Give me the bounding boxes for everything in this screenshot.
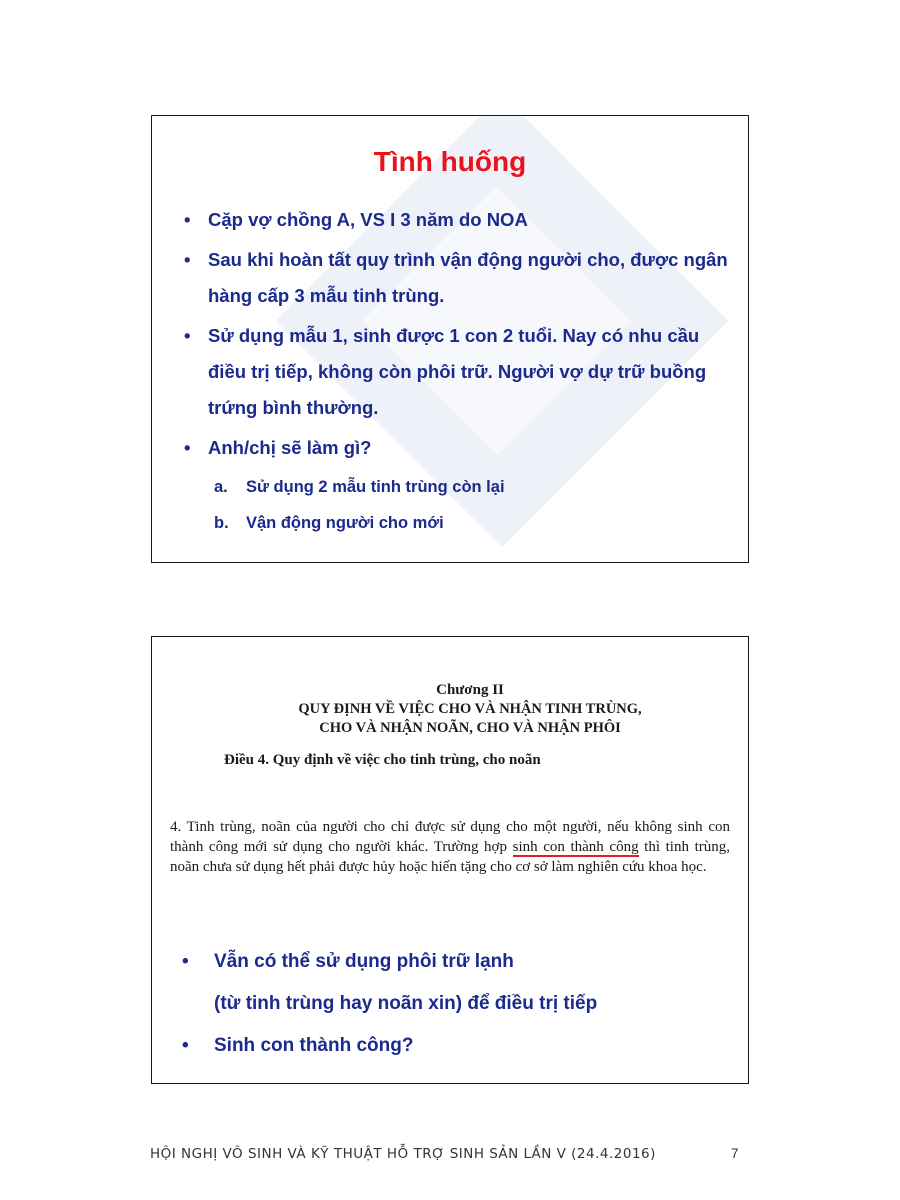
page-footer: HỘI NGHỊ VÔ SINH VÀ KỸ THUẬT HỖ TRỢ SINH SẢN LẦN V (24.4.2016) — [150, 1146, 656, 1162]
slide-quy-dinh — [151, 636, 749, 1084]
bullet-dot-icon: • — [182, 1035, 189, 1056]
bullet-dot-icon: • — [182, 951, 189, 972]
option-b: b. Vận động người cho mới — [214, 514, 444, 532]
slide-tinh-huong — [151, 115, 749, 563]
bullet-item: • Sau khi hoàn tất quy trình vận động người cho, được ngân hàng cấp 3 mẫu tinh trùng. — [182, 242, 728, 314]
option-a: a. Sử dụng 2 mẫu tinh trùng còn lại — [214, 478, 505, 496]
bullet-item: • Cặp vợ chồng A, VS I 3 năm do NOA — [182, 202, 728, 238]
underlined-phrase: sinh con thành công — [512, 839, 639, 855]
slide-title: Tình huống — [373, 146, 527, 177]
bullet-item: • Sinh con thành công? — [176, 1025, 730, 1067]
bullet-dot-icon: • — [184, 209, 191, 230]
article-body: 4. Tinh trùng, noãn của người cho chỉ được sử dụng cho một người, nếu không sinh con thành công mới sử dụng cho người khác. Trường hợp sinh con thành công thì tinh trùng, noãn chưa sử dụng hết phải được hủy hoặc hiến tặng cho cơ sở làm nghiên cứu khoa học. — [170, 819, 730, 875]
page-number: 7 — [731, 1146, 739, 1161]
bullet-dot-icon: • — [184, 249, 191, 270]
bullet-dot-icon: • — [184, 437, 191, 458]
bullet-item: • Vẫn có thể sử dụng phôi trữ lạnh — [176, 941, 730, 983]
bullet-dot-icon: • — [184, 325, 191, 346]
chapter-title: Chương II — [436, 682, 504, 698]
scanned-document-excerpt — [170, 681, 730, 877]
chapter-heading-line2: CHO VÀ NHẬN NOÃN, CHO VÀ NHẬN PHÔI — [319, 720, 621, 736]
bullet-list — [176, 941, 730, 1067]
chapter-heading-line1: QUY ĐỊNH VỀ VIỆC CHO VÀ NHẬN TINH TRÙNG, — [298, 701, 642, 717]
bullet-item: • Anh/chị sẽ làm gì? — [182, 430, 728, 466]
bullet-list — [182, 202, 728, 538]
bullet-continuation: (từ tinh trùng hay noãn xin) để điều trị tiếp — [214, 993, 598, 1014]
article-title: Điều 4. Quy định về việc cho tinh trùng, cho noãn — [224, 752, 541, 768]
bullet-item: • Sử dụng mẫu 1, sinh được 1 con 2 tuổi. Nay có nhu cầu điều trị tiếp, không còn phôi trữ. Người vợ dự trữ buồng trứng bình thường. — [182, 318, 728, 426]
